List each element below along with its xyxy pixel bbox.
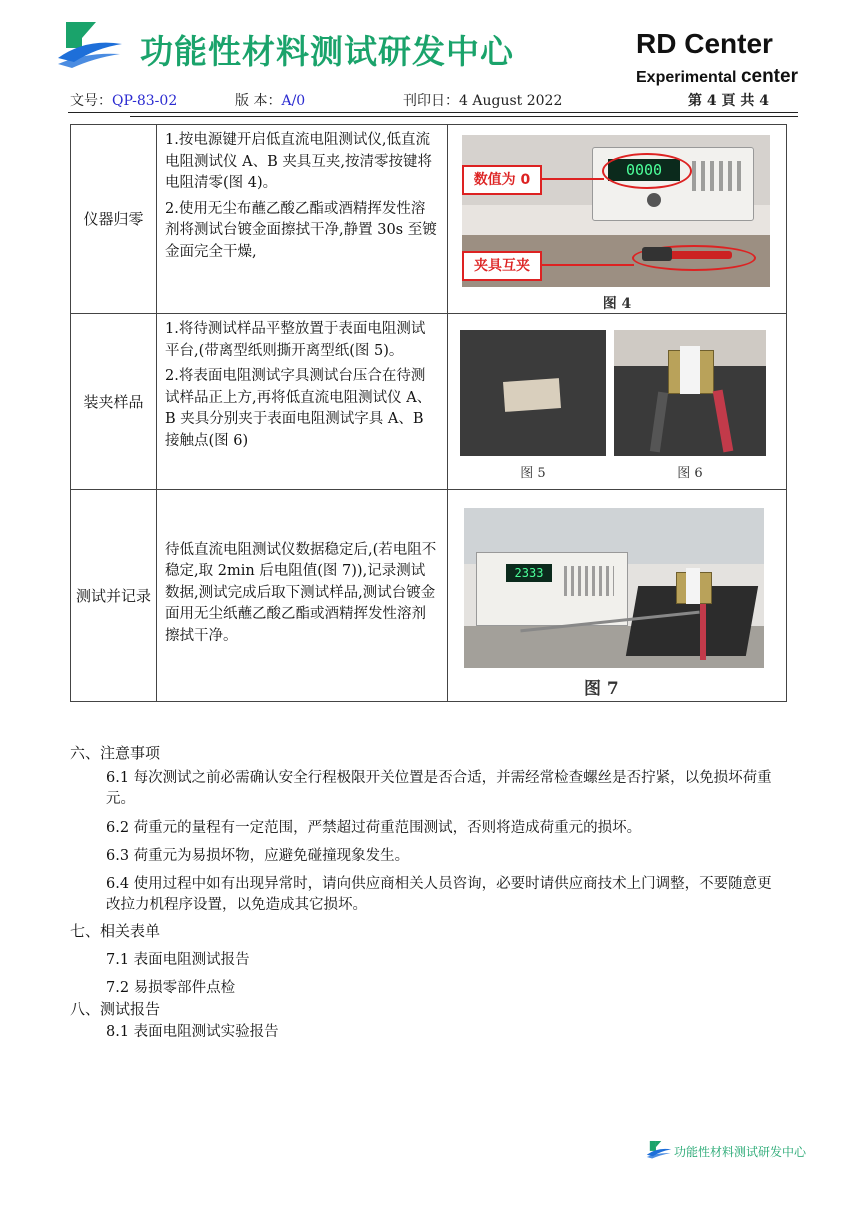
row-label: 仪器归零	[71, 125, 157, 314]
section-heading-notes: 六、注意事项	[70, 744, 161, 762]
section-heading-forms: 七、相关表单	[70, 922, 161, 940]
row-text	[157, 490, 448, 702]
paragraph: 2.使用无尘布蘸乙酸乙酯或酒精挥发性溶剂将测试台镀金面擦拭干净,静置 30s 至镀金面完全干燥,	[165, 200, 437, 260]
figure-6	[614, 330, 766, 481]
section-heading-report: 八、测试报告	[70, 1000, 161, 1018]
page-indicator: 第 4 頁 共 4	[688, 93, 769, 109]
header-rule-top	[68, 112, 798, 113]
paragraph: 1.将待测试样品平整放置于表面电阻测试平台,(带离型纸则撕开离型纸(图 5)。	[165, 321, 426, 359]
list-item: 6.3 荷重元为易损坏物，应避免碰撞现象发生。	[106, 848, 410, 864]
figure-5	[460, 330, 606, 481]
fixture-photo	[614, 330, 766, 456]
table-row	[71, 314, 787, 490]
callout-clamps: 夹具互夹	[462, 251, 542, 281]
footer-logo-icon	[646, 1138, 672, 1160]
row-text	[157, 125, 448, 314]
row-label: 装夹样品	[71, 314, 157, 490]
list-item: 6.4 使用过程中如有出现异常时，请向供应商相关人员咨询，必要时请供应商技术上门调整，不要随意更改拉力机程序设置，以免造成其它损坏。	[106, 876, 772, 913]
row-text	[157, 314, 448, 490]
list-item: 6.2 荷重元的量程有一定范围，严禁超过荷重范围测试，否则将造成荷重元的损坏。	[106, 820, 642, 836]
list-item: 7.1 表面电阻测试报告	[106, 952, 250, 968]
footer-org: 功能性材料测试研发中心	[674, 1145, 807, 1159]
figure-caption: 图 6	[677, 466, 703, 481]
figure-4	[448, 125, 787, 314]
brand-logo-icon	[56, 18, 124, 68]
sample-photo	[460, 330, 606, 456]
paragraph: 待低直流电阻测试仪数据稳定后,(若电阻不稳定,取 2min 后电阻值(图 7)),记录测试数据,测试完成后取下测试样品,测试台镀金面用无尘纸蘸乙酸乙酯或酒精挥发性溶剂擦拭干净。	[165, 541, 437, 644]
table-row	[71, 125, 787, 314]
meter-display: 0000	[608, 159, 680, 181]
figure-caption: 图 7	[584, 679, 619, 699]
row-label: 测试并记录	[71, 490, 157, 702]
procedure-table	[70, 124, 787, 702]
list-item: 6.1 每次测试之前必需确认安全行程极限开关位置是否合适，并需经常检查螺丝是否拧紧，以免损坏荷重元。	[106, 770, 772, 807]
list-item: 8.1 表面电阻测试实验报告	[106, 1024, 279, 1040]
header-rule-bottom	[130, 116, 798, 117]
figures-5-6	[448, 314, 787, 490]
table-row	[71, 490, 787, 702]
figure-caption: 图 4	[602, 296, 632, 312]
rd-center-title: RD Center	[636, 28, 773, 59]
version: 版 本：A/0	[235, 93, 306, 109]
list-item: 7.2 易损零部件点检	[106, 980, 236, 996]
meter-photo	[462, 135, 770, 287]
paragraph: 2.将表面电阻测试字具测试台压合在待测试样品正上方,再将低直流电阻测试仪 A、B 夹具分别夹于表面电阻测试字具 A、B 接触点(图 6)	[165, 368, 432, 449]
doc-number: 文号：QP-83-02	[70, 93, 178, 109]
print-date: 刊印日：4 August 2022	[403, 93, 563, 109]
figure-caption: 图 5	[520, 466, 546, 481]
figure-7	[448, 490, 787, 702]
callout-value-zero: 数值为 0	[462, 165, 542, 195]
meter-display: 2333	[506, 564, 552, 582]
test-setup-photo	[464, 508, 764, 668]
org-title: 功能性材料测试研发中心	[140, 32, 514, 71]
experimental-center-title: Experimental center	[636, 66, 798, 87]
paragraph: 1.按电源键开启低直流电阻测试仪,低直流电阻测试仪 A、B 夹具互夹,按清零按键将电阻清零(图 4)。	[165, 132, 432, 191]
